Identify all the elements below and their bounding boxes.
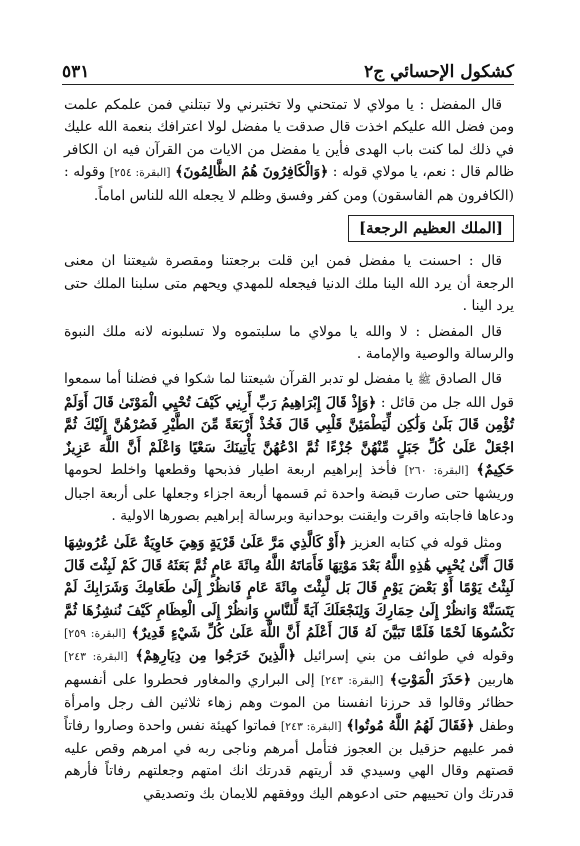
paragraph-text: يا مفضل لو تدبر القرآن شيعتنا لما شكوا في فضلنا أما سمعوا قول الله جل من قائل :: [64, 371, 514, 411]
paragraph-raja: قال : احسنت يا مفضل فمن اين قلت برجعتنا ومقصرة شيعتنا ان معنى الرجعة أن يرد الله الينا ملك الدنيا فيجعله للمهدي ويحهم متى سلبنا الملك حتى يرد الينا .: [64, 253, 514, 315]
paragraph-ibrahim: [64, 368, 514, 527]
paragraph-text: إلى البراري والمغاور فحطروا على أنفسهم حظائر وقالوا قد حرزنا انفسنا من الموت وهم زهاء ثلاثين الف رجل وامرأة وطفل: [64, 671, 515, 734]
quran-verse: ﴿وَالْكَافِرُونَ هُمُ الظَّالِمُونَ﴾: [175, 164, 329, 181]
quran-verse: ﴿فَقَالَ لَهُمُ اللَّهُ مُوتُوا﴾: [346, 717, 475, 734]
header-divider: [62, 84, 514, 85]
page-header: [62, 52, 514, 82]
paragraph-text: وقوله : (الكافرون هم الفاسقون) ومن كفر وفسق وظلم لا يجعله الله للناس اماماً.: [64, 164, 514, 204]
quran-verse: ﴿الَّذِينَ خَرَجُوا مِن دِيَارِهِمْ﴾: [135, 648, 296, 665]
paragraph-mufaddal-1: [64, 94, 514, 207]
quran-verse: ﴿أَوْ كَالَّذِي مَرَّ عَلَىٰ قَرْيَةٍ وَهِيَ خَاوِيَةٌ عَلَىٰ عُرُوشِهَا قَالَ أَنَّىٰ يُحْيِي هَٰذِهِ اللَّهُ بَعْدَ مَوْتِهَا فَأَمَاتَهُ اللَّهُ مِائَةَ عَامٍ ثُمَّ بَعَثَهُ قَالَ كَمْ لَبِثْتَ قَالَ لَبِثْتُ يَوْمًا أَوْ بَعْضَ يَوْمٍ قَالَ بَل لَّبِثْتَ مِائَةَ عَامٍ فَانظُرْ إِلَىٰ طَعَامِكَ وَشَرَابِكَ لَمْ يَتَسَنَّهْ وَانظُرْ إِلَىٰ حِمَارِكَ وَلِنَجْعَلَكَ آيَةً لِّلنَّاسِ وَانظُرْ إِلَى الْعِظَامِ كَيْفَ نُنشِزُهَا ثُمَّ نَكْسُوهَا لَحْمًا فَلَمَّا تَبَيَّنَ لَهُ قَالَ أَعْلَمُ أَنَّ اللَّهَ عَلَىٰ كُلِّ شَيْءٍ قَدِيرٌ﴾: [64, 535, 515, 641]
salutation-glyph: ﷺ: [417, 373, 431, 387]
paragraph-uzair: [64, 532, 514, 805]
paragraph-text: هاربين: [477, 671, 514, 688]
verse-reference: [البقرة: ٢٤٣]: [64, 650, 128, 664]
verse-reference: [البقرة: ٢٥٤]: [109, 166, 171, 180]
verse-reference: [البقرة: ٢٤٣]: [280, 719, 342, 733]
paragraph-text: قال المفضل : يا مولاي لا تمتحني ولا تختبرني ولا تبتلني فمن علمكم علمت ومن فضل الله عليكم اخذت قال صدقت يا مفضل لولا اعترافك بنعمة الله عليك في ذلك لما كنت باب الهدى فأين يا مفضل من الايات من القرآن فيه ان الكافر ظالم قال : نعم، يا مولاي قوله :: [64, 97, 515, 181]
paragraph-text: فأخذ إبراهيم اربعة اطيار فذبحها وقطعها واخلط لحومها وريشها حتى صارت قبضة واحدة ثم قسمها أربعة اجزاء وجعلها على أربعة اجبال ودعاها فاجابته واقرت وايقنت بوحدانية وبرسالة إبراهيم بصورها الاولية .: [64, 462, 514, 524]
paragraph-text: قال الصادق: [435, 371, 503, 388]
page-number: ٥٣١: [62, 62, 90, 82]
section-heading: [64, 215, 514, 242]
verse-reference: [البقرة: ٢٥٩]: [64, 626, 126, 640]
page-body: [64, 94, 514, 810]
running-title: كشكول الإحسائي ج٢: [364, 62, 514, 82]
quran-verse: ﴿وَإِذْ قَالَ إِبْرَاهِيمُ رَبِّ أَرِنِي كَيْفَ تُحْيِي الْمَوْتَىٰ قَالَ أَوَلَمْ تُؤْمِن قَالَ بَلَىٰ وَلَٰكِن لِّيَطْمَئِنَّ قَلْبِي قَالَ فَخُذْ أَرْبَعَةً مِّنَ الطَّيْرِ فَصُرْهُنَّ إِلَيْكَ ثُمَّ اجْعَلْ عَلَىٰ كُلِّ جَبَلٍ مِّنْهُنَّ جُزْءًا ثُمَّ ادْعُهُنَّ يَأْتِينَكَ سَعْيًا وَاعْلَمْ أَنَّ اللَّهَ عَزِيزٌ حَكِيمٌ﴾: [64, 394, 514, 479]
section-heading-box: [الملك العظيم الرجعة]: [348, 215, 514, 242]
verse-reference: [البقرة: ٢٤٣]: [320, 673, 384, 687]
paragraph-mufaddal-2: قال المفضل : لا والله يا مولاي ما سلبتموه ولا تسلبونه لانه ملك النبوة والرسالة والوصية والإمامة .: [64, 323, 514, 363]
paragraph-text: وقوله في طوائف من بني إسرائيل: [303, 648, 514, 665]
verse-reference: [البقرة: ٢٦٠]: [404, 464, 469, 478]
paragraph-text: فماتوا كهيئة نفس واحدة وصاروا رفاتاً فمر عليهم حزقيل بن العجوز فتأمل أمرهم وناجى ربه في امرهم وقص عليه قصتهم وقال الهي وسيدي قد أريتهم قدرتك انك امتهم وجعلتهم رفاتاً فأرهم قدرتك وان تحييهم حتى ادعوهم اليك ووفقهم للايمان بك وتصديقي: [64, 717, 514, 802]
paragraph-text: ومثل قوله في كتابه العزيز: [351, 535, 502, 552]
quran-verse: ﴿حَذَرَ الْمَوْتِ﴾: [389, 671, 472, 688]
